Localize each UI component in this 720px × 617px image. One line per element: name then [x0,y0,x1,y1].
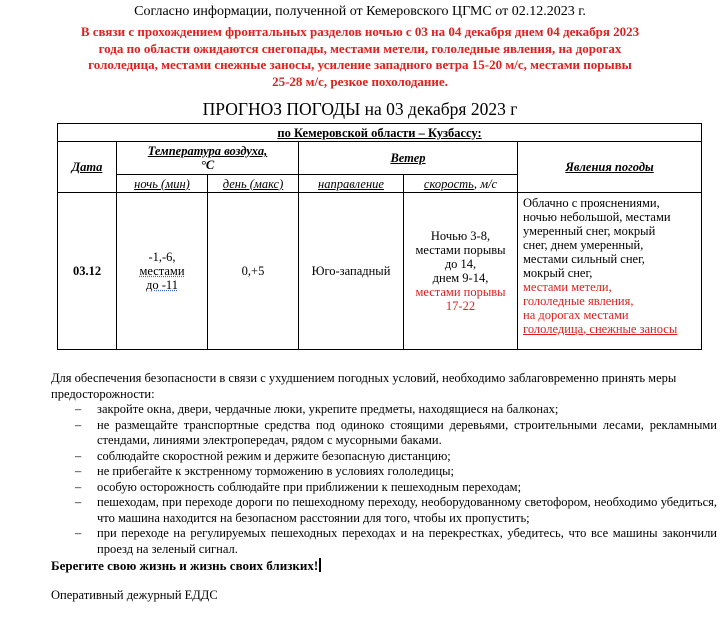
header-temperature: Температура воздуха, °С [117,142,299,175]
cell-wind-speed: Ночью 3-8, местами порывы до 14, днем 9-14, местами порывы 17-22 [404,193,518,350]
list-item: – при переходе на регулируемых пешеходных переходах и на перекрестках, убедитесь, что все машины закончили проезд на зеленый сигнал. [75,526,717,556]
instructions-lead: Для обеспечения безопасности в связи с ухудшением погодных условий, необходимо заблаговременно принять меры предосторожности: [51,371,677,401]
header-wind: Ветер [299,142,518,175]
header-date: Дата [58,142,117,193]
list-item: – закройте окна, двери, чердачные люки, укрепите предметы, находящиеся на балконах; [75,402,559,416]
table-row [58,193,702,350]
closing-appeal: Берегите свою жизнь и жизнь своих близких! [51,558,321,574]
text-cursor [319,558,321,572]
region-header: по Кемеровской области – Кузбассу: [58,124,702,142]
safety-instructions [51,371,717,557]
cell-day-temp: 0,+5 [208,193,299,350]
list-item: – особую осторожность соблюдайте при приближении к пешеходным переходам; [75,479,522,494]
list-item: – пешеходам, при переходе дороги по пешеходному переходу, необорудованному светофором, необходимо убедиться, что машина находится на безопасном расстоянии для того, чтобы их пропустить; [75,495,717,525]
cell-phenomena: Облачно с прояснениями, ночью небольшой, местами умеренный снег, мокрый снег, днем умеренный, местами сильный снег, мокрый снег, местами метели, гололедные явления, на дорогах местами гололедица, снежные заносы [518,193,702,350]
measures-list [51,402,717,557]
weather-forecast-table [57,123,702,350]
header-phenomena: Явления погоды [518,142,702,193]
header-day: день (макс) [208,175,299,193]
storm-warning: В связи с прохождением фронтальных разделов ночью с 03 на 04 декабря днем 04 декабря 2023 года по области ожидаются снегопады, местами метели, гололедные явления, на дорогах гололедица, местами снежные заносы, усиление западного ветра 15-20 м/с, местами порывы 25-28 м/с, резкое похолодание. [80,24,640,89]
source-info-line: Согласно информации, полученной от Кемеровского ЦГМС от 02.12.2023 г. [134,4,586,19]
signature: Оперативный дежурный ЕДДС [51,588,218,602]
header-night: ночь (мин) [117,175,208,193]
list-item: – соблюдайте скоростной режим и держите безопасную дистанцию; [75,448,451,463]
header-direction: направление [299,175,404,193]
cell-date: 03.12 [58,193,117,350]
cell-wind-direction: Юго-западный [299,193,404,350]
header-speed: скорость, м/с [404,175,518,193]
forecast-title: ПРОГНОЗ ПОГОДЫ на 03 декабря 2023 г [202,99,518,119]
list-item: – не размещайте транспортные средства под одиноко стоящими деревьями, строительными лесами, рекламными стендами, линиями электропередач, рядом с мусорными баками. [75,417,717,447]
list-item: – не прибегайте к экстренному торможению в условиях гололедицы; [75,464,455,478]
cell-night-temp: -1,-6, местами до -11 [117,193,208,350]
